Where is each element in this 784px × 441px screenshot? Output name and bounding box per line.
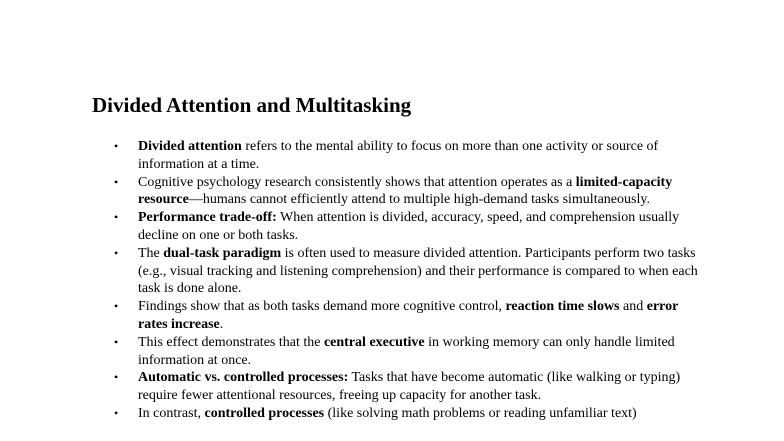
bullet-marker: • xyxy=(114,370,119,385)
text-run: Cognitive psychology research consistently shows that attention operates as a xyxy=(138,174,576,190)
text-run: This effect demonstrates that the xyxy=(138,334,324,350)
text-run: and xyxy=(619,299,647,315)
bullet-marker: • xyxy=(114,405,119,420)
bullet-marker: • xyxy=(114,299,119,314)
bold-term: Divided attention xyxy=(138,139,242,154)
bullet-item xyxy=(112,298,702,334)
text-run: When attention is divided, accuracy, speed, and comprehension usually decline on one or both tasks. xyxy=(138,210,680,243)
text-run: . xyxy=(219,316,224,332)
text-run: refers to the mental ability to focus on more than one activity or source of information at a time. xyxy=(138,139,659,172)
text-run: The xyxy=(138,245,164,261)
bullet-text xyxy=(138,175,672,208)
bold-term: limited-capacity resource xyxy=(138,174,673,208)
bullet-item xyxy=(112,369,702,405)
bullet-text xyxy=(138,210,679,243)
bullet-text xyxy=(138,246,698,297)
text-run: is often used to measure divided attention. Participants perform two tasks (e.g., visual tracking and listening comprehension) and their performance is compared to when each task is done alone. xyxy=(138,245,698,297)
bullet-list xyxy=(112,138,702,423)
bold-term: reaction time slows xyxy=(505,299,620,315)
bullet-item xyxy=(112,138,702,174)
bullet-text xyxy=(138,335,675,368)
text-run: (like solving math problems or reading unfamiliar text) xyxy=(324,405,637,421)
bullet-marker: • xyxy=(114,210,119,225)
bold-term: central executive xyxy=(323,334,425,350)
bullet-marker: • xyxy=(114,174,119,189)
text-run: Tasks that have become automatic (like walking or typing) require fewer attentional resources, freeing up capacity for another task. xyxy=(138,370,681,404)
bullet-marker: • xyxy=(114,334,119,349)
bullet-item xyxy=(112,334,702,370)
bullet-text xyxy=(138,406,637,421)
bold-term: dual-task paradigm xyxy=(163,245,282,261)
bold-term: Performance trade-off: xyxy=(138,210,277,226)
bullet-item xyxy=(112,174,702,210)
document-title: Divided Attention and Multitasking xyxy=(92,93,412,117)
bullet-marker: • xyxy=(114,245,119,260)
bullet-item xyxy=(112,405,702,423)
text-run: —humans cannot efficiently attend to multiple high-demand tasks simultaneously. xyxy=(188,192,650,208)
text-run: in working memory can only handle limited information at once. xyxy=(138,334,675,368)
bullet-item xyxy=(112,245,702,298)
text-run: Findings show that as both tasks demand more cognitive control, xyxy=(138,299,506,315)
bullet-text xyxy=(138,370,680,403)
bold-term: Automatic vs. controlled processes: xyxy=(138,370,349,386)
text-run: In contrast, xyxy=(138,405,205,421)
bullet-item xyxy=(112,209,702,245)
bullet-text xyxy=(138,299,678,332)
bullet-text xyxy=(138,139,658,172)
bold-term: controlled processes xyxy=(204,405,325,421)
bullet-marker: • xyxy=(114,139,119,153)
bold-term: error rates increase xyxy=(138,299,679,332)
